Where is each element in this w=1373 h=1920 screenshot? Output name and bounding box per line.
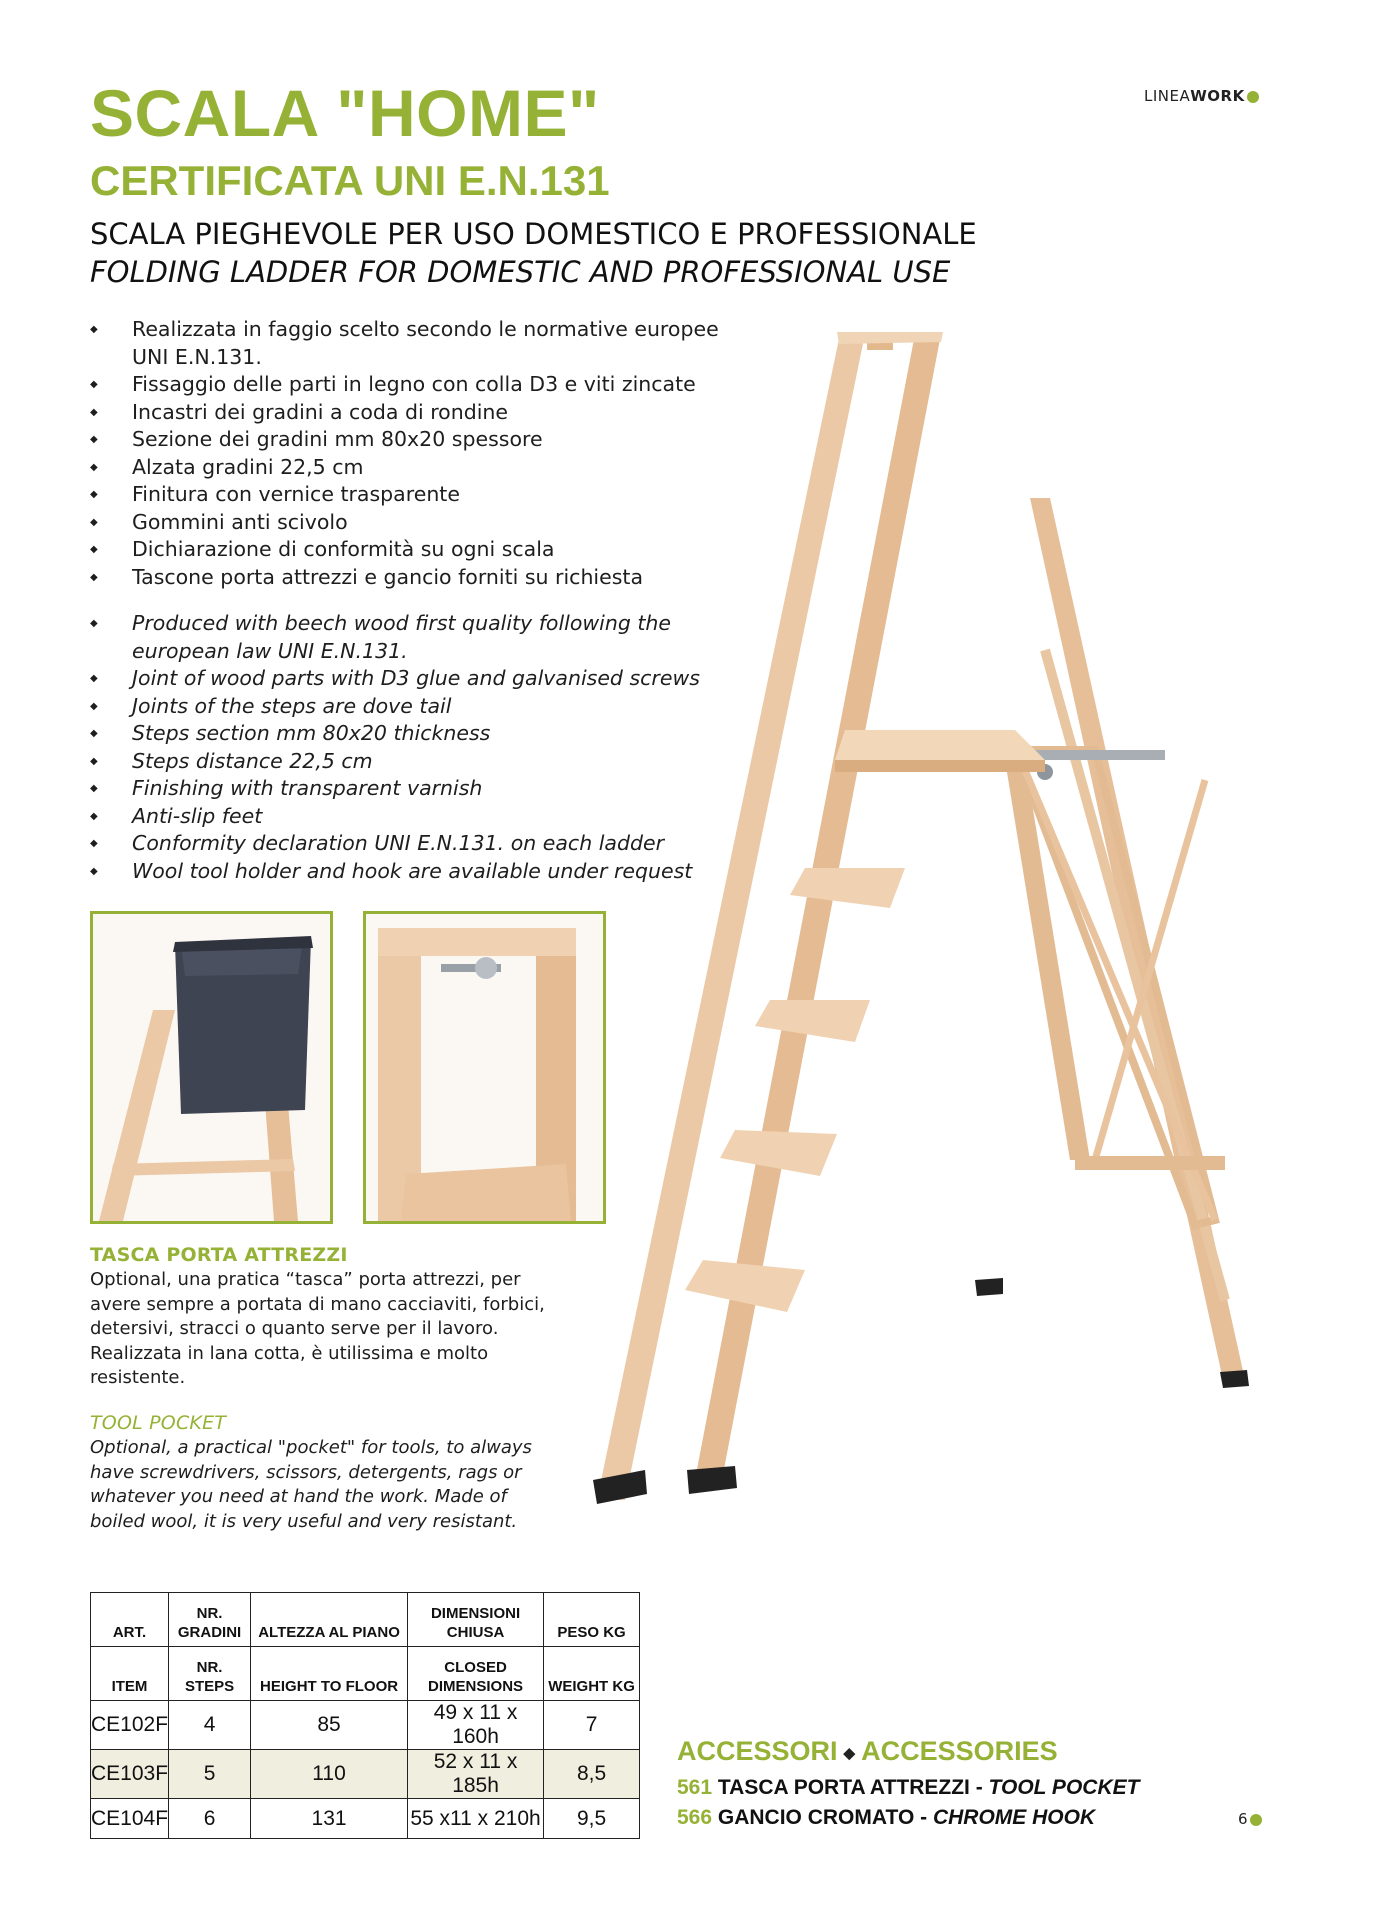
header-cell: ALTEZZA AL PIANO bbox=[251, 1593, 408, 1647]
feature-item: ◆ Conformity declaration UNI E.N.131. on each ladder bbox=[90, 830, 730, 858]
header-cell: CLOSED DIMENSIONS bbox=[408, 1647, 544, 1701]
feature-item: ◆ Fissaggio delle parti in legno con colla D3 e viti zincate bbox=[90, 371, 730, 399]
pocket-heading-it: TASCA PORTA ATTREZZI bbox=[90, 1244, 348, 1266]
chrome-hook-photo bbox=[363, 911, 606, 1224]
table-cell: 49 x 11 x 160h bbox=[408, 1701, 544, 1750]
table-cell: 8,5 bbox=[544, 1750, 640, 1799]
page-subtitle: CERTIFICATA UNI E.N.131 bbox=[90, 157, 610, 204]
accessory-code: 566 bbox=[677, 1806, 713, 1829]
diamond-separator-icon: ◆ bbox=[843, 1744, 856, 1762]
header-cell: NR. GRADINI bbox=[169, 1593, 251, 1647]
accessories-title-en: ACCESSORIES bbox=[861, 1736, 1058, 1766]
table-cell: 131 bbox=[251, 1799, 408, 1839]
accessory-name-it: TASCA PORTA ATTREZZI - bbox=[717, 1776, 983, 1799]
accessories-title-it: ACCESSORI bbox=[677, 1736, 838, 1766]
accessory-name-en: TOOL POCKET bbox=[988, 1776, 1140, 1799]
feature-item: ◆ Finitura con vernice trasparente bbox=[90, 481, 730, 509]
table-cell: 4 bbox=[169, 1701, 251, 1750]
table-cell: 85 bbox=[251, 1701, 408, 1750]
page-number bbox=[1238, 1810, 1262, 1828]
description-it: SCALA PIEGHEVOLE PER USO DOMESTICO E PROFESSIONALE bbox=[90, 217, 977, 251]
feature-item: ◆ Steps section mm 80x20 thickness bbox=[90, 720, 730, 748]
feature-item: ◆ Steps distance 22,5 cm bbox=[90, 748, 730, 776]
pocket-heading-en: TOOL POCKET bbox=[90, 1412, 227, 1434]
ladder-illustration bbox=[575, 320, 1295, 1510]
description-en: FOLDING LADDER FOR DOMESTIC AND PROFESSIONAL USE bbox=[90, 255, 951, 289]
brand-dot-icon bbox=[1247, 91, 1259, 103]
accessory-code: 561 bbox=[677, 1776, 713, 1799]
brand-logo bbox=[1144, 87, 1259, 105]
pocket-text-en: Optional, a practical "pocket" for tools, to always have screwdrivers, scissors, detergents, rags or whatever you need at hand the work. Made of boiled wool, it is very useful and very resistant. bbox=[90, 1437, 532, 1532]
table-cell: CE104F bbox=[91, 1799, 169, 1839]
header-row-it bbox=[91, 1593, 640, 1647]
feature-item: ◆ Dichiarazione di conformità su ogni scala bbox=[90, 536, 730, 564]
table-cell: 5 bbox=[169, 1750, 251, 1799]
feature-item: ◆ Finishing with transparent varnish bbox=[90, 775, 730, 803]
feature-item: ◆ Sezione dei gradini mm 80x20 spessore bbox=[90, 426, 730, 454]
header-row-en bbox=[91, 1647, 640, 1701]
header-cell: DIMENSIONI CHIUSA bbox=[408, 1593, 544, 1647]
header-cell: WEIGHT KG bbox=[544, 1647, 640, 1701]
table-row bbox=[91, 1701, 640, 1750]
header-cell: PESO KG bbox=[544, 1593, 640, 1647]
table-cell: 9,5 bbox=[544, 1799, 640, 1839]
feature-item: ◆ Tascone porta attrezzi e gancio forniti su richiesta bbox=[90, 564, 730, 592]
brand-prefix: LINEA bbox=[1144, 87, 1191, 105]
table-cell: 110 bbox=[251, 1750, 408, 1799]
table-cell: 55 x11 x 210h bbox=[408, 1799, 544, 1839]
brand-bold: WORK bbox=[1190, 87, 1245, 105]
feature-item: ◆ Alzata gradini 22,5 cm bbox=[90, 454, 730, 482]
header-cell: ITEM bbox=[91, 1647, 169, 1701]
accessory-name-en: CHROME HOOK bbox=[932, 1806, 1096, 1829]
header-cell: ART. bbox=[91, 1593, 169, 1647]
accessory-item bbox=[677, 1806, 1095, 1830]
table-row bbox=[91, 1750, 640, 1799]
table-cell: CE103F bbox=[91, 1750, 169, 1799]
table-cell: 6 bbox=[169, 1799, 251, 1839]
tool-pocket-photo bbox=[90, 911, 333, 1224]
feature-item: ◆ Joint of wood parts with D3 glue and galvanised screws bbox=[90, 665, 730, 693]
accessory-name-it: GANCIO CROMATO - bbox=[717, 1806, 928, 1829]
page-number-text: 6 bbox=[1238, 1810, 1248, 1828]
table-cell: 7 bbox=[544, 1701, 640, 1750]
feature-item: ◆ Incastri dei gradini a coda di rondine bbox=[90, 399, 730, 427]
feature-item: ◆ Wool tool holder and hook are available under request bbox=[90, 858, 730, 886]
pocket-text-it: Optional, una pratica “tasca” porta attrezzi, per avere sempre a portata di mano cacciaviti, forbici, detersivi, stracci o quanto serve per il lavoro. Realizzata in lana cotta, è utilissima e molto resistente. bbox=[90, 1269, 545, 1389]
feature-item: ◆ Realizzata in faggio scelto secondo le normative europee UNI E.N.131. bbox=[90, 316, 730, 371]
feature-item: ◆ Gommini anti scivolo bbox=[90, 509, 730, 537]
table-cell: 52 x 11 x 185h bbox=[408, 1750, 544, 1799]
accessories-title bbox=[677, 1736, 1058, 1767]
accessory-item bbox=[677, 1776, 1139, 1800]
feature-item: ◆ Anti-slip feet bbox=[90, 803, 730, 831]
header-cell: HEIGHT TO FLOOR bbox=[251, 1647, 408, 1701]
header-cell: NR. STEPS bbox=[169, 1647, 251, 1701]
specs-table bbox=[90, 1592, 640, 1839]
feature-item: ◆ Joints of the steps are dove tail bbox=[90, 693, 730, 721]
feature-item: ◆ Produced with beech wood first quality following the european law UNI E.N.131. bbox=[90, 610, 730, 665]
table-row bbox=[91, 1799, 640, 1839]
table-cell: CE102F bbox=[91, 1701, 169, 1750]
page-dot-icon bbox=[1250, 1814, 1262, 1826]
page-title: SCALA "HOME" bbox=[90, 76, 600, 150]
